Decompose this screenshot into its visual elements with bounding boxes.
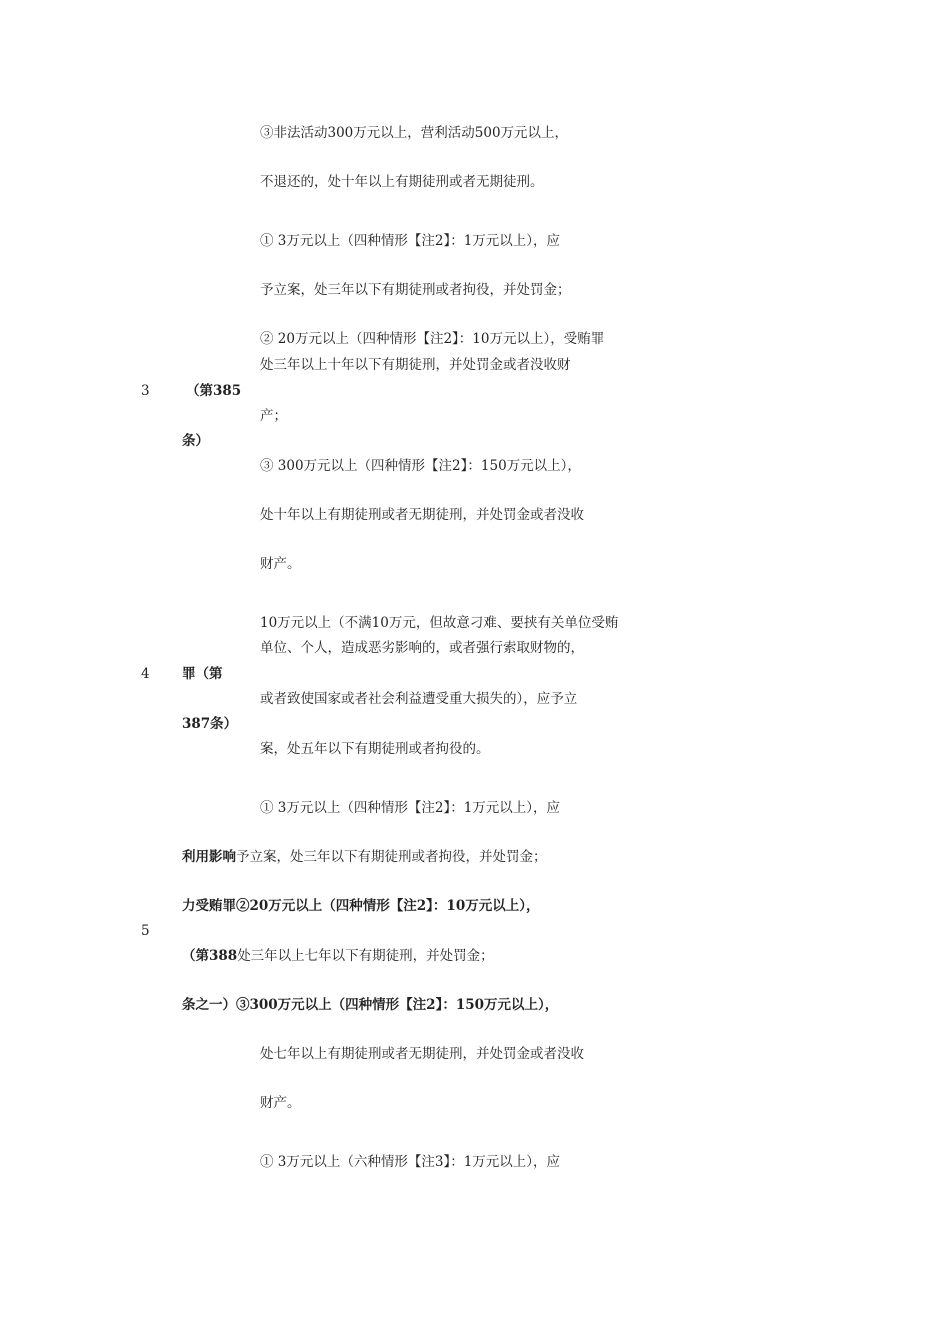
text-line: 财产。 xyxy=(260,556,301,572)
text-line: 力受贿罪②20万元以上（四种情形【注2】：10万元以上）， xyxy=(182,898,540,914)
text-line: 单位、个人，造成恶劣影响的，或者强行索取财物的， xyxy=(260,640,584,656)
text-segment: 处三年以上七年以下有期徒刑，并处罚金； xyxy=(237,948,494,964)
text-line: 处七年以上有期徒刑或者无期徒刑，并处罚金或者没收 xyxy=(260,1046,584,1062)
row-number: 4 xyxy=(141,666,150,682)
text-line: 处三年以上十年以下有期徒刑，并处罚金或者没收财 xyxy=(260,357,571,373)
article-label: （第385 xyxy=(186,383,242,399)
text-line: 不退还的，处十年以上有期徒刑或者无期徒刑。 xyxy=(260,174,544,190)
article-label: 条） xyxy=(182,433,209,449)
article-label: 387条） xyxy=(182,716,238,732)
text-line xyxy=(182,947,494,965)
text-line xyxy=(182,848,547,866)
text-line: 或者致使国家或者社会利益遭受重大损失的），应予立 xyxy=(260,691,578,707)
text-line: 产； xyxy=(260,408,287,424)
article-label: 利用影响 xyxy=(182,849,236,865)
text-line: 处十年以上有期徒刑或者无期徒刑，并处罚金或者没收 xyxy=(260,507,584,523)
text-line: 予立案，处三年以下有期徒刑或者拘役，并处罚金； xyxy=(260,282,571,298)
article-label: （第388 xyxy=(182,948,238,964)
text-segment: 予立案，处三年以下有期徒刑或者拘役，并处罚金； xyxy=(236,849,547,865)
text-line: ① 3万元以上（四种情形【注2】：1万元以上），应 xyxy=(260,800,561,816)
text-line: ① 3万元以上（四种情形【注2】：1万元以上），应 xyxy=(260,233,561,249)
text-line: 案，处五年以下有期徒刑或者拘役的。 xyxy=(260,741,490,757)
text-line: 财产。 xyxy=(260,1095,301,1111)
text-line: ② 20万元以上（四种情形【注2】：10万元以上），受贿罪 xyxy=(260,331,605,347)
text-line: ③ 300万元以上（四种情形【注2】：150万元以上）， xyxy=(260,458,581,474)
row-number: 3 xyxy=(141,383,150,399)
text-line: 10万元以上（不满10万元，但故意刁难、要挟有关单位受贿 xyxy=(260,615,619,631)
text-line: 条之一）③300万元以上（四种情形【注2】：150万元以上）， xyxy=(182,997,559,1013)
text-line: ③非法活动300万元以上，营利活动500万元以上， xyxy=(260,125,569,141)
article-label: 罪（第 xyxy=(182,666,223,682)
row-number: 5 xyxy=(141,923,150,939)
text-line: ① 3万元以上（六种情形【注3】：1万元以上），应 xyxy=(260,1154,561,1170)
